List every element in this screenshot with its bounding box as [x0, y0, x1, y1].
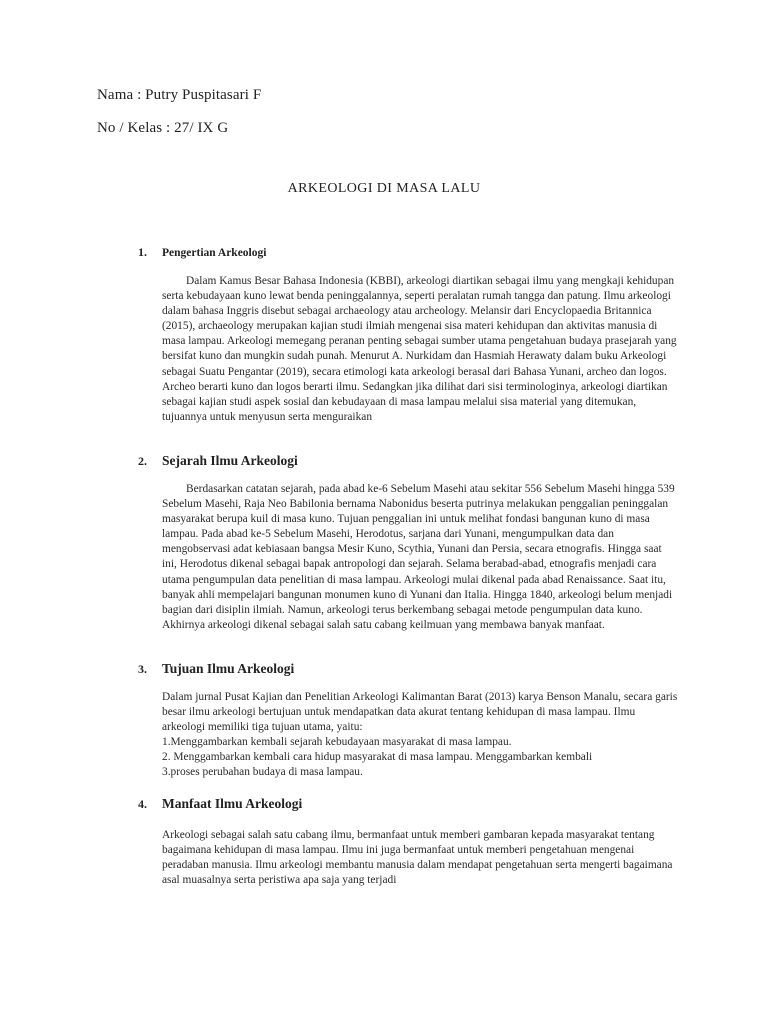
section-body — [162, 828, 678, 888]
section-title: Sejarah Ilmu Arkeologi — [162, 453, 298, 468]
section-heading — [138, 796, 678, 812]
paragraph: Dalam jurnal Pusat Kajian dan Penelitian Arkeologi Kalimantan Barat (2013) karya Benson Manalu, secara garis besar ilmu arkeologi bertujuan untuk mendapatkan data akurat tentang kehidupan di masa lampau. Ilmu arkeologi memiliki tiga tujuan utama, yaitu: — [162, 691, 678, 734]
section-heading — [138, 453, 678, 469]
section-heading — [138, 245, 678, 260]
document-title: ARKEOLOGI DI MASA LALU — [287, 181, 481, 196]
section-body — [162, 690, 678, 781]
paragraph: Berdasarkan catatan sejarah, pada abad ke-6 Sebelum Masehi atau sekitar 556 Sebelum Masehi hingga 539 Sebelum Masehi, Raja Neo Babilonia bernama Nabonidus beserta putrinya melakukan penggalian peninggalan masyarakat berupa kuil di masa kuno. Tujuan penggalian ini untuk melihat fondasi bangunan kuno di masa lampau. Pada abad ke-5 Sebelum Masehi, Herodotus, sarjana dari Yunani, mengumpulkan data dan mengobservasi adat kebiasaan bangsa Mesir Kuno, Scythia, Yunani dan Persia, secara etnografis. Hingga saat ini, Herodotus dikenal sebagai bapak antropologi dan sejarah. Selama berabad-abad, etnografis menjadi cara utama pengumpulan data penelitian di masa lampau. Arkeologi mulai dikenal pada abad Renaissance. Saat itu, banyak ahli mempelajari bangunan monumen kuno di Yunani dan Italia. Hingga 1840, arkeologi belum menjadi bagian dari disiplin ilmiah. Namun, arkeologi terus berkembang sebagai metode pengumpulan data kuno. Akhirnya arkeologi dikenal sebagai salah satu cabang keilmuan yang membawa banyak manfaat. — [162, 483, 675, 631]
student-class: No / Kelas : 27/ IX G — [97, 120, 229, 136]
section-pengertian — [138, 245, 678, 425]
section-body — [162, 274, 678, 425]
paragraph: Dalam Kamus Besar Bahasa Indonesia (KBBI), arkeologi diartikan sebagai ilmu yang mengkaji kehidupan serta kebudayaan kuno lewat benda peninggalannya, seperti peralatan rumah tangga dan patung. Ilmu arkeologi dalam bahasa Inggris disebut sebagai archaeology atau archeology. Melansir dari Encyclopaedia Britannica (2015), archaeology merupakan kajian studi ilmiah mengenai sisa materi kehidupan dan aktivitas manusia di masa lampau. Arkeologi memegang peranan penting sebagai sumber utama pengetahuan budaya prasejarah yang bersifat kuno dan mungkin sudah punah. Menurut A. Nurkidam dan Hasmiah Herawaty dalam buku Arkeologi sebagai Suatu Pengantar (2019), secara etimologi kata arkeologi berasal dari Bahasa Yunani, archeo dan logos. Archeo berarti kuno dan logos berarti ilmu. Sedangkan jika dilihat dari sisi terminologinya, arkeologi diartikan sebagai kajian studi aspek sosial dan kebudayaan di masa lampau melalui sisa material yang ditemukan, tujuannya untuk menyusun serta menguraikan — [162, 275, 677, 423]
section-title: Pengertian Arkeologi — [162, 247, 267, 259]
paragraph: Arkeologi sebagai salah satu cabang ilmu, bermanfaat untuk memberi gambaran kepada masyarakat tentang bagaimana kehidupan di masa lampau. Ilmu ini juga bermanfaat untuk memberi pengetahuan mengenai peradaban manusia. Ilmu arkeologi membantu manusia dalam mendapat pengetahuan serta mengerti bagaimana asal muasalnya serta peristiwa apa saja yang terjadi — [162, 829, 673, 887]
section-manfaat — [138, 796, 678, 888]
section-number: 4. — [138, 797, 147, 811]
section-number: 2. — [138, 454, 147, 468]
section-title: Tujuan Ilmu Arkeologi — [162, 661, 295, 676]
student-name: Nama : Putry Puspitasari F — [97, 87, 262, 103]
section-heading — [138, 661, 678, 677]
section-number: 3. — [138, 662, 147, 676]
section-title: Manfaat Ilmu Arkeologi — [162, 796, 303, 811]
section-body — [162, 482, 678, 633]
section-sejarah — [138, 453, 678, 633]
list-item: 2. Menggambarkan kembali cara hidup masyarakat di masa lampau. Menggambarkan kembali — [162, 751, 593, 764]
section-number: 1. — [138, 245, 147, 259]
section-tujuan — [138, 661, 678, 781]
list-item: 1.Menggambarkan kembali sejarah kebudayaan masyarakat di masa lampau. — [162, 736, 512, 749]
list-item: 3.proses perubahan budaya di masa lampau. — [162, 766, 363, 779]
